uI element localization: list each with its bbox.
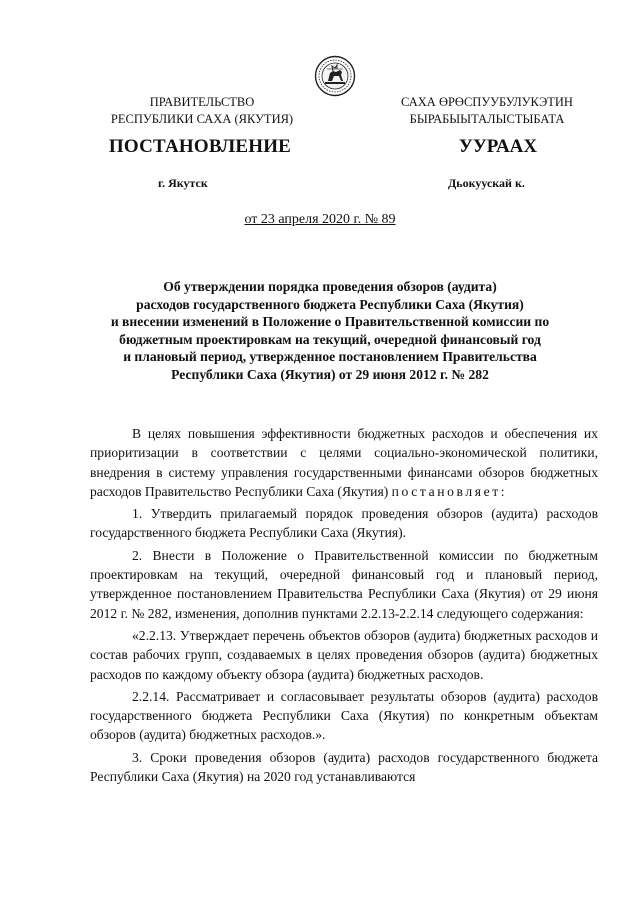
document-type-russian: ПОСТАНОВЛЕНИЕ (108, 136, 292, 157)
heading-line: бюджетным проектировкам на текущий, очередной финансовый год (119, 331, 541, 347)
city-russian: г. Якутск (158, 176, 208, 190)
resolution-word: постановляет (391, 483, 501, 499)
issuer-line: САХА ӨРӨСПУУБУЛУКЭТИН (401, 95, 573, 109)
preamble-text: В целях повышения эффективности бюджетных расходов и обеспечения их приоритизации в соответствии с целями социально-экономической политики, внедрения в систему управления государственными финансами обзоров бюджетных расходов Правительство Республики Саха (Якутия) (90, 426, 598, 499)
heading-line: и внесении изменений в Положение о Правительственной комиссии по (110, 314, 550, 329)
date-and-number (0, 212, 640, 228)
heading-line: Об утверждении порядка проведения обзоров (аудита) (163, 279, 497, 294)
coat-of-arms-icon (314, 55, 356, 97)
document-body (90, 424, 598, 789)
preamble-colon: : (500, 483, 505, 499)
city-yakut: Дьокуускай к. (448, 176, 525, 190)
issuer-line: ПРАВИТЕЛЬСТВО (149, 95, 255, 109)
paragraph-item-3: 3. Сроки проведения обзоров (аудита) расходов государственного бюджета Республики Саха (Якутия) на 2020 год устанавливаются (90, 749, 598, 785)
paragraph-clause-2-2-14: 2.2.14. Рассматривает и согласовывает результаты обзоров (аудита) расходов государственного бюджета Республики Саха (Якутия) по конкретным объектам обзоров (аудита) бюджетных расходов.». (90, 688, 598, 743)
document-type-yakut: УУРААХ (458, 136, 538, 157)
heading-line: Республики Саха (Якутия) от 29 июня 2012 г. № 282 (171, 366, 489, 382)
paragraph-clause-2-2-13: «2.2.13. Утверждает перечень объектов обзоров (аудита) бюджетных расходов и состав рабочих групп, создаваемых в целях проведения обзоров (аудита) бюджетных расходов по каждому объекту обзора (аудита) бюджетных расходов. (90, 627, 598, 682)
issuer-block-yakut (372, 94, 602, 128)
heading-line: и плановый период, утвержденное постановлением Правительства (123, 349, 537, 364)
issuer-line: БЫРАБЫЫТАЛЫСТЫБАТА (409, 112, 565, 126)
issuer-line: РЕСПУБЛИКИ САХА (ЯКУТИЯ) (110, 112, 294, 126)
paragraph-item-1: 1. Утвердить прилагаемый порядок проведения обзоров (аудита) расходов государственного бюджета Республики Саха (Якутия). (90, 506, 598, 541)
preamble-paragraph (90, 424, 598, 501)
paragraph-item-2: 2. Внести в Положение о Правительственной комиссии по бюджетным проектировкам на текущий, очередной финансовый год и плановый период, утвержденное постановлением Правительства Республики Саха (Якутия) от 29 июня 2012 г. № 282, изменения, дополнив пунктами 2.2.13-2.2.14 следующего содержания: (90, 547, 598, 621)
issuer-block-russian (92, 94, 312, 128)
heading-line: расходов государственного бюджета Республики Саха (Якутия) (136, 296, 524, 312)
date-number-text: от 23 апреля 2020 г. № 89 (244, 212, 396, 227)
document-heading (60, 278, 600, 383)
